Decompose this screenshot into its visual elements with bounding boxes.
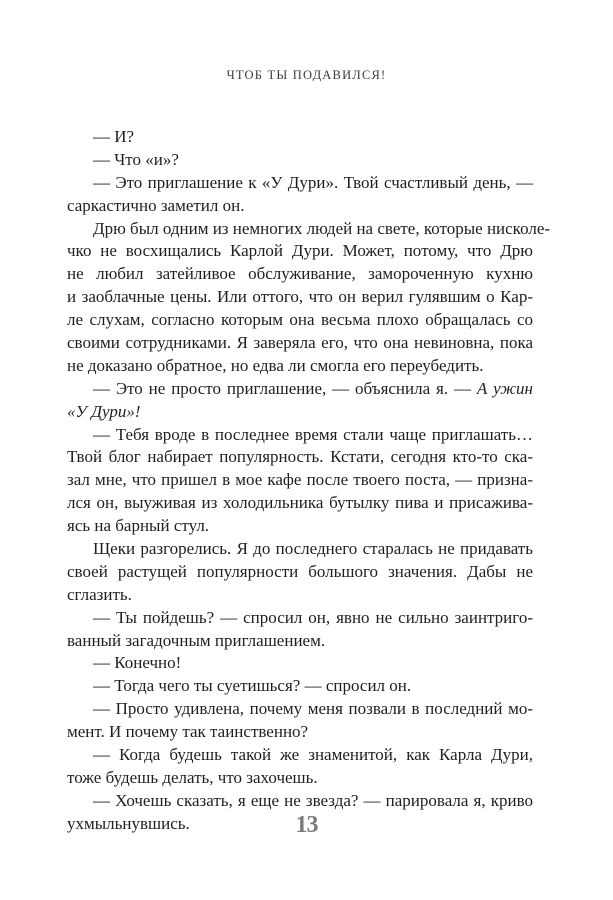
text-line-content: ясь на барный стул.	[67, 516, 210, 536]
text-line-content: ванный загадочным приглашением.	[67, 630, 326, 650]
text-line-content: не доказано обратное, но едва ли смогла его переубедить.	[67, 355, 484, 375]
text-line	[67, 172, 533, 195]
text-line	[67, 675, 533, 698]
text-line	[67, 126, 533, 149]
text-line	[67, 538, 533, 561]
text-line-content: — Это приглашение к «У Дури». Твой счастливый день, —	[93, 172, 533, 192]
text-line-content: — Конечно!	[93, 653, 182, 673]
text-line	[67, 401, 533, 424]
text-line-content: — Тогда чего ты суетишься? — спросил он.	[93, 676, 412, 696]
text-line	[67, 332, 533, 355]
text-line	[67, 561, 533, 584]
text-line-content: — Тебя вроде в последнее время стали чаще приглашать…	[93, 424, 533, 444]
page-number: 13	[295, 812, 318, 838]
text-line-content: — Хочешь сказать, я еще не звезда? — парировала я, криво	[93, 790, 533, 810]
text-line	[67, 630, 533, 653]
text-line-content: Щеки разгорелись. Я до последнего старалась не придавать	[93, 539, 533, 559]
text-line	[67, 309, 533, 332]
text-line-content: — Просто удивлена, почему меня позвали в последний мо-	[93, 699, 533, 719]
text-line	[67, 355, 533, 378]
text-line	[67, 492, 533, 515]
text-line-emphasis: А ужин	[476, 378, 533, 398]
text-line	[67, 218, 551, 241]
text-line-content: сглазить.	[67, 584, 132, 604]
text-line	[67, 767, 533, 790]
text-line-content: не любил затейливое обслуживание, замороченную кухню	[67, 264, 533, 284]
text-line-content: саркастично заметил он.	[67, 195, 245, 215]
text-line	[67, 446, 533, 469]
text-line	[67, 607, 533, 630]
text-line	[67, 378, 533, 401]
text-line-content: — Что «и»?	[93, 149, 179, 169]
text-line-content: — Ты пойдешь? — спросил он, явно не сильно заинтриго-	[93, 607, 533, 627]
text-line	[67, 698, 533, 721]
text-line	[67, 721, 533, 744]
text-line-content: своими сотрудниками. Я заверяла его, что она невиновна, пока	[67, 333, 533, 353]
text-line-content: своей растущей популярности большого значения. Дабы не	[67, 561, 533, 581]
text-line	[67, 286, 533, 309]
text-line	[67, 195, 533, 218]
text-line-content: тоже будешь делать, что захочешь.	[67, 767, 318, 787]
text-line	[67, 263, 533, 286]
text-line-content: Дрю был одним из немногих людей на свете, которые нисколе-	[93, 218, 551, 238]
text-line	[67, 744, 533, 767]
text-line-content: — Это не просто приглашение, — объяснила я. —	[93, 378, 477, 398]
text-line-content: зал мне, что пришел в мое кафе после твоего поста, — призна-	[67, 470, 533, 490]
text-line	[67, 790, 533, 813]
text-line	[67, 240, 533, 263]
text-line	[67, 584, 533, 607]
text-line	[67, 469, 533, 492]
running-head: ЧТОБ ТЫ ПОДАВИЛСЯ!	[226, 68, 387, 82]
body-text	[67, 126, 551, 836]
text-line-content: — Когда будешь такой же знаменитой, как Карла Дури,	[93, 745, 533, 765]
text-line-content: — И?	[93, 127, 135, 146]
text-line-content: лся он, выуживая из холодильника бутылку пива и присажива-	[67, 493, 533, 513]
text-line	[67, 515, 533, 538]
text-line-content: мент. И почему так таинственно?	[67, 722, 309, 742]
text-line-content: Твой блог набирает популярность. Кстати, сегодня кто-то ска-	[67, 447, 533, 467]
text-line-content: ле слухам, согласно которым она весьма плохо обращалась со	[67, 310, 533, 330]
text-line-emphasis: «У Дури»!	[67, 401, 141, 421]
text-line	[67, 149, 533, 172]
text-line	[67, 424, 533, 447]
text-line	[67, 652, 533, 675]
text-line-content: чко не восхищались Карлой Дури. Может, потому, что Дрю	[67, 241, 533, 261]
text-line-content: и заоблачные цены. Или оттого, что он верил гулявшим о Кар-	[67, 287, 533, 307]
text-line-content: ухмыльнувшись.	[67, 813, 190, 833]
